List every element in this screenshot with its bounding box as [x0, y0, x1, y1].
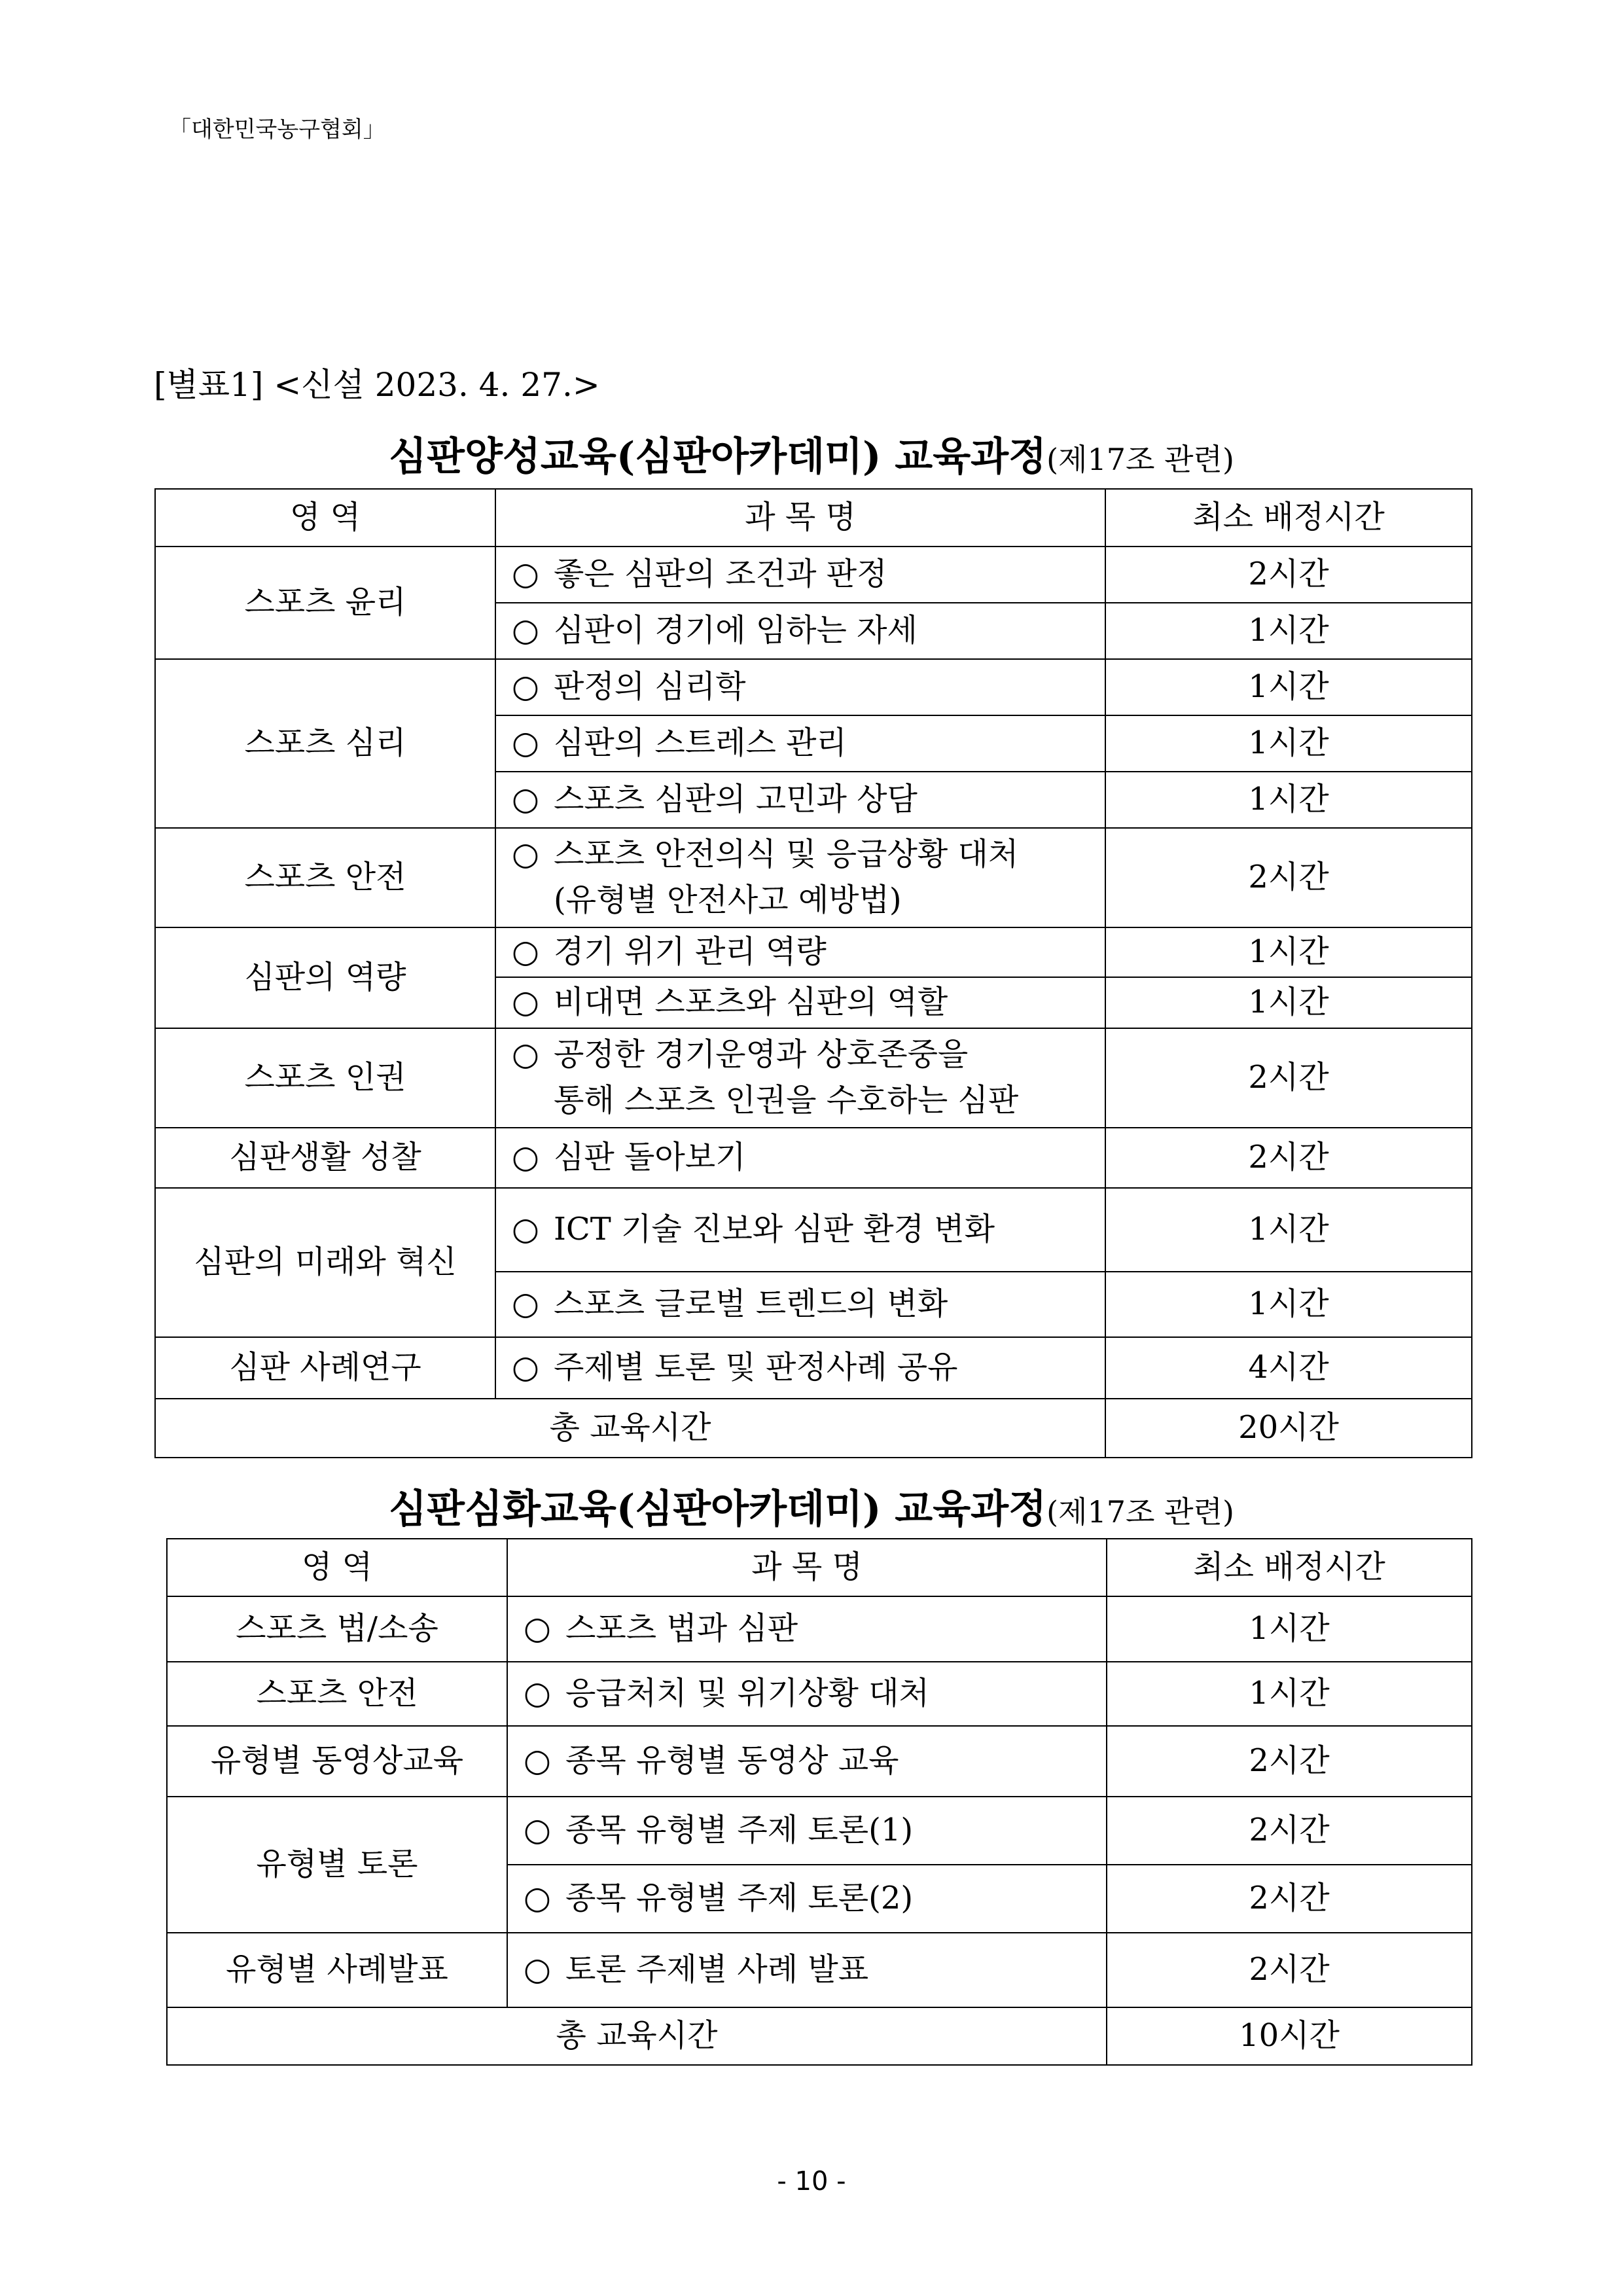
hours-cell: 2시간: [1107, 1933, 1472, 2007]
subject-cell: [495, 715, 1105, 772]
header-area: 영 역: [155, 489, 495, 547]
table1-curriculum: [154, 488, 1472, 1458]
hours-cell: 1시간: [1105, 603, 1472, 659]
subject-cell: [495, 1188, 1105, 1272]
subject-text: 스포츠 법과 심판: [565, 1610, 798, 1647]
bullet-icon: ○: [524, 1951, 551, 1988]
table2-header-row: [167, 1539, 1472, 1596]
area-cell: 스포츠 심리: [155, 659, 495, 828]
total-hours: 10시간: [1107, 2007, 1472, 2065]
table1-total-row: [155, 1399, 1472, 1458]
hours-cell: 1시간: [1105, 715, 1472, 772]
table2-title-main: 심판심화교육(심판아카데미) 교육과정: [389, 1486, 1047, 1532]
subject-text-continued: 통해 스포츠 인권을 수호하는 심판: [554, 1082, 1019, 1119]
bullet-icon: ○: [524, 1880, 551, 1917]
subject-text: 심판 돌아보기: [554, 1139, 746, 1176]
bullet-icon: ○: [512, 1285, 539, 1323]
hours-cell: 1시간: [1107, 1596, 1472, 1662]
subject-text: 종목 유형별 동영상 교육: [565, 1742, 899, 1780]
subject-text: 스포츠 심판의 고민과 상담: [554, 781, 918, 818]
subject-cell: [495, 828, 1105, 927]
hours-cell: 2시간: [1107, 1726, 1472, 1797]
hours-cell: 1시간: [1105, 659, 1472, 715]
table-row: [167, 1662, 1472, 1726]
hours-cell: 2시간: [1105, 547, 1472, 603]
total-hours: 20시간: [1105, 1399, 1472, 1458]
subject-cell: [495, 603, 1105, 659]
hours-cell: 2시간: [1105, 828, 1472, 927]
subject-cell: [507, 1596, 1107, 1662]
total-label: 총 교육시간: [167, 2007, 1107, 2065]
subject-cell: [507, 1865, 1107, 1933]
table-row: [167, 1726, 1472, 1797]
bullet-icon: ○: [524, 1675, 551, 1712]
area-cell: 스포츠 인권: [155, 1028, 495, 1128]
area-cell: 스포츠 윤리: [155, 547, 495, 659]
header-subject: 과 목 명: [495, 489, 1105, 547]
hours-cell: 2시간: [1107, 1797, 1472, 1865]
hours-cell: 1시간: [1105, 1272, 1472, 1337]
hours-cell: 1시간: [1105, 927, 1472, 977]
area-cell: 유형별 토론: [167, 1797, 507, 1933]
area-cell: 스포츠 안전: [167, 1662, 507, 1726]
subject-text: 토론 주제별 사례 발표: [565, 1951, 869, 1988]
subject-text: 심판의 스트레스 관리: [554, 725, 847, 762]
subject-text-continued: (유형별 안전사고 예방법): [554, 882, 902, 918]
header-organization: 「대한민국농구협회」: [169, 117, 385, 143]
subject-text: 스포츠 글로벌 트렌드의 변화: [554, 1285, 948, 1323]
page-number: - 10 -: [777, 2166, 846, 2197]
table-row: [155, 828, 1472, 927]
bullet-icon: ○: [512, 836, 539, 873]
table2-total-row: [167, 2007, 1472, 2065]
area-cell: 심판생활 성찰: [155, 1128, 495, 1188]
subject-text: 응급처치 및 위기상황 대처: [565, 1675, 929, 1712]
bullet-icon: ○: [512, 725, 539, 762]
annex-label: [별표1] <신설 2023. 4. 27.>: [154, 366, 600, 404]
hours-cell: 1시간: [1107, 1662, 1472, 1726]
header-hours: 최소 배정시간: [1105, 489, 1472, 547]
table-row: [167, 1596, 1472, 1662]
subject-text: 좋은 심판의 조건과 판정: [554, 556, 887, 593]
area-cell: 유형별 사례발표: [167, 1933, 507, 2007]
subject-text: 종목 유형별 주제 토론(1): [565, 1812, 914, 1849]
table-row: [155, 547, 1472, 603]
table1-title: [0, 425, 1623, 482]
bullet-icon: ○: [524, 1742, 551, 1780]
hours-cell: 1시간: [1105, 977, 1472, 1028]
bullet-icon: ○: [512, 984, 539, 1021]
area-cell: 스포츠 법/소송: [167, 1596, 507, 1662]
bullet-icon: ○: [512, 1139, 539, 1176]
subject-text: 심판이 경기에 임하는 자세: [554, 612, 918, 649]
subject-cell: [495, 1128, 1105, 1188]
bullet-icon: ○: [512, 1211, 539, 1248]
table2-title-sub: (제17조 관련): [1046, 1494, 1234, 1530]
hours-cell: 4시간: [1105, 1337, 1472, 1399]
table-row: [155, 1188, 1472, 1272]
subject-cell: [495, 1272, 1105, 1337]
subject-cell: [495, 547, 1105, 603]
subject-text: 판정의 심리학: [554, 668, 746, 706]
area-cell: 유형별 동영상교육: [167, 1726, 507, 1797]
table-row: [167, 1797, 1472, 1865]
subject-cell: [495, 927, 1105, 977]
subject-cell: [495, 1337, 1105, 1399]
table-row: [167, 1933, 1472, 2007]
table-row: [155, 1128, 1472, 1188]
bullet-icon: ○: [512, 1349, 539, 1386]
table-row: [155, 659, 1472, 715]
total-label: 총 교육시간: [155, 1399, 1105, 1458]
table1-title-main: 심판양성교육(심판아카데미) 교육과정: [389, 434, 1047, 480]
subject-cell: [507, 1726, 1107, 1797]
subject-cell: [507, 1662, 1107, 1726]
subject-cell: [507, 1933, 1107, 2007]
header-area: 영 역: [167, 1539, 507, 1596]
header-hours: 최소 배정시간: [1107, 1539, 1472, 1596]
subject-text: 경기 위기 관리 역량: [554, 933, 827, 971]
area-cell: 심판 사례연구: [155, 1337, 495, 1399]
table-row: [155, 927, 1472, 977]
table-row: [155, 1028, 1472, 1128]
bullet-icon: ○: [524, 1812, 551, 1849]
hours-cell: 1시간: [1105, 1188, 1472, 1272]
subject-cell: [495, 1028, 1105, 1128]
table2-curriculum: [166, 1538, 1472, 2066]
hours-cell: 2시간: [1105, 1028, 1472, 1128]
subject-cell: [495, 977, 1105, 1028]
subject-cell: [507, 1797, 1107, 1865]
table1-title-sub: (제17조 관련): [1046, 442, 1234, 477]
hours-cell: 2시간: [1105, 1128, 1472, 1188]
subject-text: 비대면 스포츠와 심판의 역할: [554, 984, 948, 1021]
bullet-icon: ○: [524, 1610, 551, 1647]
area-cell: 심판의 미래와 혁신: [155, 1188, 495, 1337]
hours-cell: 1시간: [1105, 772, 1472, 828]
bullet-icon: ○: [512, 933, 539, 971]
table2-title: [0, 1478, 1623, 1534]
subject-cell: [495, 659, 1105, 715]
bullet-icon: ○: [512, 668, 539, 706]
bullet-icon: ○: [512, 556, 539, 593]
table-row: [155, 1337, 1472, 1399]
area-cell: 심판의 역량: [155, 927, 495, 1028]
bullet-icon: ○: [512, 781, 539, 818]
subject-text: 공정한 경기운영과 상호존중을: [554, 1036, 969, 1073]
subject-text: 주제별 토론 및 판정사례 공유: [554, 1349, 958, 1386]
hours-cell: 2시간: [1107, 1865, 1472, 1933]
table1-header-row: [155, 489, 1472, 547]
bullet-icon: ○: [512, 1036, 539, 1073]
subject-cell: [495, 772, 1105, 828]
subject-text: ICT 기술 진보와 심판 환경 변화: [554, 1211, 995, 1248]
bullet-icon: ○: [512, 612, 539, 649]
area-cell: 스포츠 안전: [155, 828, 495, 927]
header-subject: 과 목 명: [507, 1539, 1107, 1596]
subject-text: 종목 유형별 주제 토론(2): [565, 1880, 914, 1917]
subject-text: 스포츠 안전의식 및 응급상황 대처: [554, 836, 1019, 873]
